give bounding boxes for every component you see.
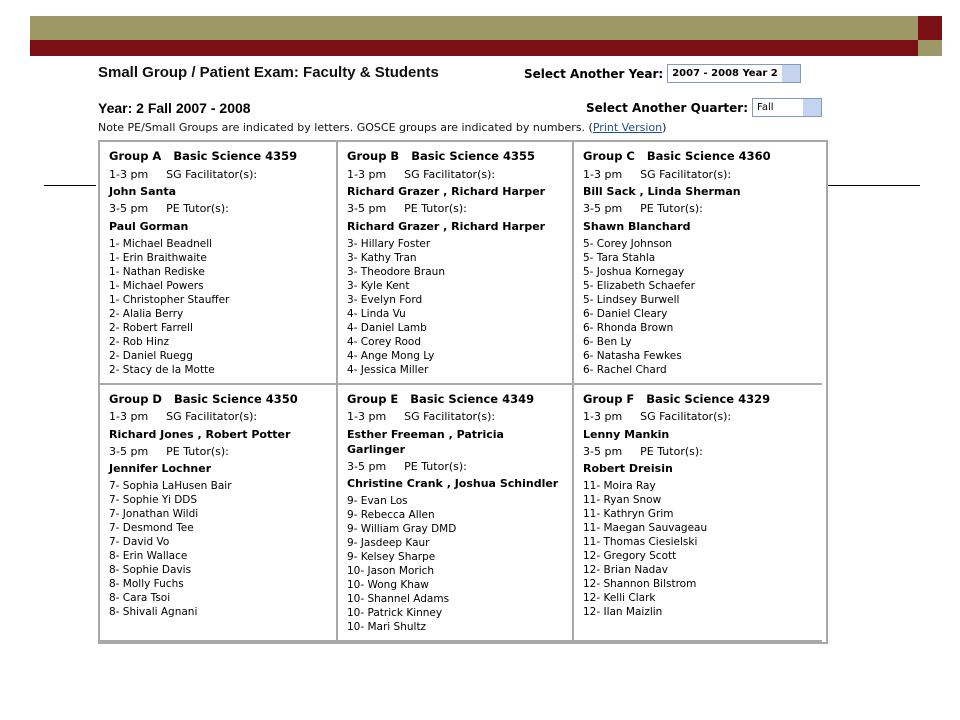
sg-time: 1-3 pm [347,410,387,423]
student-item: 12- Shannon Bilstrom [583,578,697,590]
student-item: 6- Ben Ly [583,335,632,348]
pe-slot [347,460,563,475]
group-title [347,149,563,164]
student-item: 1- Nathan Rediske [109,265,205,278]
student-item: 4- Corey Rood [347,335,421,348]
pe-time: 3-5 pm [109,444,149,458]
group-course: Basic Science 4355 [411,149,535,163]
pe-tutors: Robert Dreisin [583,462,673,475]
student-item: 11- Moira Ray [583,480,656,492]
student-item: 3- Evelyn Ford [347,293,423,306]
pe-tutors: Shawn Blanchard [583,219,691,233]
quarter-select-value: Fall [757,102,774,113]
sg-role-label: SG Facilitator(s): [166,410,258,423]
group-name: Group C [583,149,635,163]
sg-slot [347,410,563,425]
student-item: 5- Lindsey Burwell [583,293,680,306]
note-text [98,121,666,134]
divider-left [44,185,96,186]
group-course: Basic Science 4349 [410,391,535,406]
sg-facilitators: Lenny Mankin [583,427,670,441]
group-title [583,392,813,407]
sg-role-label: SG Facilitator(s): [166,167,258,181]
pe-time: 3-5 pm [347,459,387,473]
student-item: 10- Mari Shultz [347,621,427,633]
group-course: Basic Science 4350 [173,391,298,406]
groups-table [98,140,828,644]
sg-role-label: SG Facilitator(s): [404,167,496,181]
pe-tutors: Paul Gorman [109,219,189,233]
sg-slot [347,168,563,183]
student-item: 3- Kyle Kent [347,279,410,292]
student-item: 6- Rhonda Brown [583,321,674,334]
group-course: Basic Science 4360 [646,149,771,163]
pe-time: 3-5 pm [347,202,387,215]
student-item: 10- Jason Morich [347,565,435,577]
sg-time: 1-3 pm [109,167,149,181]
group-name: Group E [347,391,399,406]
pe-role-label: PE Tutor(s): [404,202,467,215]
pe-time: 3-5 pm [583,444,623,458]
student-item: 4- Linda Vu [347,307,406,320]
pe-role-label: PE Tutor(s): [640,202,703,215]
group-cell [574,385,822,643]
student-item: 4- Daniel Lamb [347,321,427,334]
note-body: Note PE/Small Groups are indicated by letters. GOSCE groups are indicated by numbers. ( [98,121,593,134]
student-item: 11- Maegan Sauvageau [583,522,708,534]
sg-role-label: SG Facilitator(s): [640,167,732,181]
student-item: 7- Sophia LaHusen Bair [109,480,232,492]
sg-slot [109,168,327,183]
student-item: 2- Stacy de la Motte [109,363,215,376]
quarter-select-group [586,98,822,117]
dropdown-button[interactable] [803,99,821,116]
group-cell [100,385,338,643]
group-title [109,149,327,164]
student-item: 3- Hillary Foster [347,237,431,250]
year-select-value: 2007 - 2008 Year 2 [672,68,778,79]
pe-slot [109,202,327,217]
group-title [583,149,813,164]
divider-right [828,185,920,186]
student-item: 9- Jasdeep Kaur [347,537,430,549]
student-item: 10- Shannel Adams [347,593,450,605]
page-title: Small Group / Patient Exam: Faculty & Students [98,64,439,81]
pe-role-label: PE Tutor(s): [404,459,467,473]
student-item: 11- Kathryn Grim [583,508,674,520]
slide-header-square-maroon [918,16,942,40]
student-item: 2- Rob Hinz [109,335,170,348]
student-list [109,237,327,377]
sg-slot [583,410,813,425]
student-item: 4- Jessica Miller [347,363,429,376]
sg-time: 1-3 pm [583,167,623,181]
sg-role-label: SG Facilitator(s): [640,410,732,423]
note-end: ) [662,121,667,134]
group-course: Basic Science 4329 [646,391,771,406]
dropdown-button[interactable] [782,65,800,82]
student-item: 7- Sophie Yi DDS [109,494,198,506]
student-item: 12- Brian Nadav [583,564,668,576]
slide-header-square-olive [918,40,942,56]
student-item: 7- Jonathan Wildi [109,508,199,520]
student-list [347,494,563,634]
student-list [109,479,327,619]
student-item: 7- Desmond Tee [109,522,194,534]
pe-tutors: Christine Crank , Joshua Schindler [347,477,559,490]
sg-facilitators: Esther Freeman , Patricia Garlinger [347,427,504,456]
year-select-group [524,64,801,83]
student-list [347,237,563,377]
group-name: Group A [109,149,162,163]
sg-time: 1-3 pm [347,167,387,181]
pe-time: 3-5 pm [583,202,623,215]
student-item: 10- Wong Khaw [347,579,429,591]
student-list [583,237,813,377]
student-item: 5- Tara Stahla [583,251,656,264]
pe-slot [347,202,563,217]
pe-slot [583,202,813,217]
sg-facilitators: Bill Sack , Linda Sherman [583,185,741,198]
student-item: 9- Rebecca Allen [347,509,435,521]
pe-role-label: PE Tutor(s): [640,444,703,458]
sg-time: 1-3 pm [583,410,623,423]
student-item: 3- Theodore Braun [347,265,445,278]
student-item: 2- Robert Farrell [109,321,193,334]
student-item: 1- Erin Braithwaite [109,251,207,264]
student-item: 6- Daniel Cleary [583,307,668,320]
print-version-link[interactable]: Print Version [592,121,663,134]
student-item: 2- Alalia Berry [109,307,184,320]
student-item: 8- Cara Tsoi [109,592,171,604]
student-item: 9- William Gray DMD [347,523,457,535]
quarter-select[interactable] [752,98,822,117]
student-item: 6- Rachel Chard [583,363,667,376]
sg-facilitators: Richard Jones , Robert Potter [109,427,291,441]
student-item: 3- Kathy Tran [347,251,417,264]
pe-slot [583,445,813,460]
student-item: 2- Daniel Ruegg [109,349,193,362]
student-item: 5- Joshua Kornegay [583,265,685,278]
student-item: 1- Michael Powers [109,279,204,292]
student-item: 12- Kelli Clark [583,592,656,604]
group-cell [338,385,574,643]
sg-facilitators: Richard Grazer , Richard Harper [347,185,546,198]
student-item: 11- Thomas Ciesielski [583,536,698,548]
year-heading: Year: 2 Fall 2007 - 2008 [98,100,251,116]
group-name: Group F [583,391,635,406]
student-item: 8- Molly Fuchs [109,578,184,590]
slide-header-bar-olive [30,16,918,40]
group-name: Group D [109,391,162,406]
student-item: 5- Elizabeth Schaefer [583,279,695,292]
sg-role-label: SG Facilitator(s): [404,410,496,423]
student-item: 1- Christopher Stauffer [109,293,230,306]
pe-slot [109,445,327,460]
student-item: 10- Patrick Kinney [347,607,443,619]
sg-slot [583,168,813,183]
group-title [347,392,563,407]
student-item: 4- Ange Mong Ly [347,349,435,362]
sg-time: 1-3 pm [109,410,149,423]
student-list [583,479,813,619]
student-item: 5- Corey Johnson [583,237,673,250]
group-title [109,392,327,407]
student-item: 11- Ryan Snow [583,494,662,506]
group-cell [338,142,574,385]
pe-time: 3-5 pm [109,202,149,215]
group-name: Group B [347,149,400,163]
student-item: 9- Kelsey Sharpe [347,551,436,563]
student-item: 12- Gregory Scott [583,550,677,562]
student-item: 7- David Vo [109,536,170,548]
student-item: 8- Shivali Agnani [109,606,198,618]
student-item: 8- Sophie Davis [109,564,192,576]
student-item: 9- Evan Los [347,495,408,507]
year-select-label: Select Another Year: [524,66,664,81]
sg-slot [109,410,327,425]
year-select[interactable] [667,64,800,83]
pe-tutors: Jennifer Lochner [109,462,212,475]
pe-tutors: Richard Grazer , Richard Harper [347,219,546,233]
student-item: 6- Natasha Fewkes [583,349,682,362]
student-item: 8- Erin Wallace [109,550,188,562]
quarter-select-label: Select Another Quarter: [586,100,748,115]
slide-header-bar-maroon [30,40,918,56]
group-course: Basic Science 4359 [173,149,298,163]
group-cell [100,142,338,385]
student-item: 1- Michael Beadnell [109,237,213,250]
student-item: 12- Ilan Maizlin [583,606,663,618]
group-cell [574,142,822,385]
sg-facilitators: John Santa [109,185,176,198]
pe-role-label: PE Tutor(s): [166,444,229,458]
pe-role-label: PE Tutor(s): [166,202,229,215]
